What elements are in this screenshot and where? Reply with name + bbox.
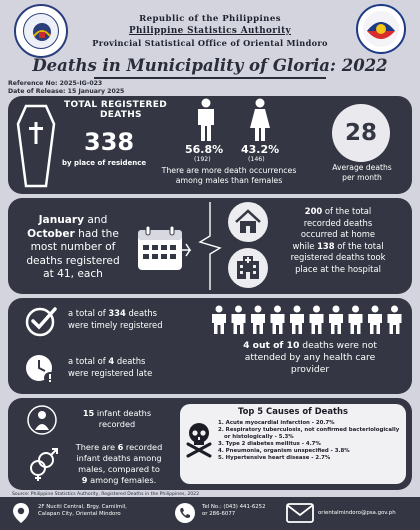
cause-item: 4. Pneumonia, organism unspecified - 3.8%	[218, 448, 350, 454]
unattended-deaths-text: 4 out of 10 deaths were not attended by any health care provider	[243, 340, 377, 375]
person-icon	[349, 306, 363, 335]
email-icon	[286, 503, 314, 523]
causes-title: Top 5 Causes of Deaths	[238, 406, 348, 416]
registered-subtitle: by place of residence	[62, 159, 147, 167]
late-registered-text: a total of 4 deaths were registered late	[68, 356, 153, 378]
average-deaths-label: Average deaths per month	[332, 163, 392, 182]
psa-seal-icon	[23, 13, 59, 49]
baby-icon	[26, 404, 58, 436]
philsys-logo-icon	[359, 7, 403, 51]
place-of-death-text: 200 of the total recorded deaths occurred at home while 138 of the total registered deaths took place at the hospital	[290, 206, 386, 274]
infant-deaths-text: 15 infant deaths recorded	[82, 408, 152, 429]
calendar-icon	[132, 224, 192, 276]
registered-count: 338	[84, 128, 135, 156]
registered-title: TOTAL REGISTERED DEATHS	[64, 100, 167, 120]
header-psa: Philippine Statistics Authority	[128, 26, 292, 36]
person-icon	[232, 306, 246, 335]
person-icon	[388, 306, 402, 335]
cause-item: 5. Hypertensive heart disease - 2.7%	[218, 455, 331, 461]
average-deaths-value: 28	[332, 104, 390, 162]
female-icon	[248, 98, 272, 142]
philsys-logo	[356, 4, 406, 54]
title-underline	[94, 77, 326, 79]
reference-number: Reference No: 2025-IG-023	[8, 80, 103, 87]
person-icon	[271, 306, 285, 335]
person-icon	[329, 306, 343, 335]
release-date: Date of Release: 15 January 2025	[8, 88, 125, 95]
gender-symbols-icon	[26, 448, 60, 482]
person-icon	[251, 306, 265, 335]
person-icon	[290, 306, 304, 335]
top-months-text: January and October had the most number of deaths registered at 41, each	[26, 214, 120, 280]
psa-seal-logo	[14, 4, 68, 58]
location-pin-icon	[10, 502, 32, 524]
hospital-icon	[228, 248, 268, 288]
page-title: Deaths in Municipality of Gloria: 2022	[32, 56, 388, 75]
header-pso: Provincial Statistical Office of Oriental Mindoro	[92, 38, 328, 48]
phone-icon	[174, 502, 196, 524]
check-icon	[24, 304, 58, 338]
footer-email: orientalmindoro@psa.gov.ph	[318, 510, 396, 516]
clock-warning-icon	[24, 352, 58, 386]
attendance-people-icons	[210, 305, 406, 335]
footer-address: 2F Nuciti Central, Brgy. Camilmil, Calapan City, Oriental Mindoro	[38, 504, 127, 517]
female-percent: 43.2%	[241, 143, 280, 156]
infant-sex-text: There are 6 recorded infant deaths among males, compared to 9 among females.	[75, 442, 163, 485]
footer-telephone: Tel No.: (043) 441-6252 or 286-6077	[202, 504, 266, 517]
timely-registered-text: a total of 334 deaths were timely registered	[68, 308, 163, 330]
male-count: (192)	[194, 156, 211, 163]
coffin-icon	[16, 104, 56, 188]
header-republic: Republic of the Philippines	[139, 14, 281, 24]
sex-note: There are more death occurrences among males than females	[161, 166, 297, 185]
person-icon	[212, 306, 226, 335]
person-icon	[310, 306, 324, 335]
home-icon	[228, 202, 268, 242]
skull-crossbones-icon	[184, 420, 214, 458]
person-icon	[368, 306, 382, 335]
male-icon	[194, 98, 218, 142]
male-percent: 56.8%	[185, 143, 224, 156]
zigzag-divider	[196, 202, 226, 290]
causes-list	[218, 420, 404, 462]
cause-item: or histologically - 5.3%	[224, 434, 294, 440]
cause-item: 1. Acute myocardial infarction - 20.7%	[218, 420, 335, 426]
cause-item: 2. Respiratory tuberculosis, not confirmed bacteriologically	[218, 427, 400, 433]
female-count: (146)	[248, 156, 265, 163]
source-note: Source: Philippine Statistics Authority, Registered Deaths in the Philippines, 2022	[12, 492, 200, 497]
cause-item: 3. Type 2 diabetes mellitus - 4.7%	[218, 441, 321, 447]
